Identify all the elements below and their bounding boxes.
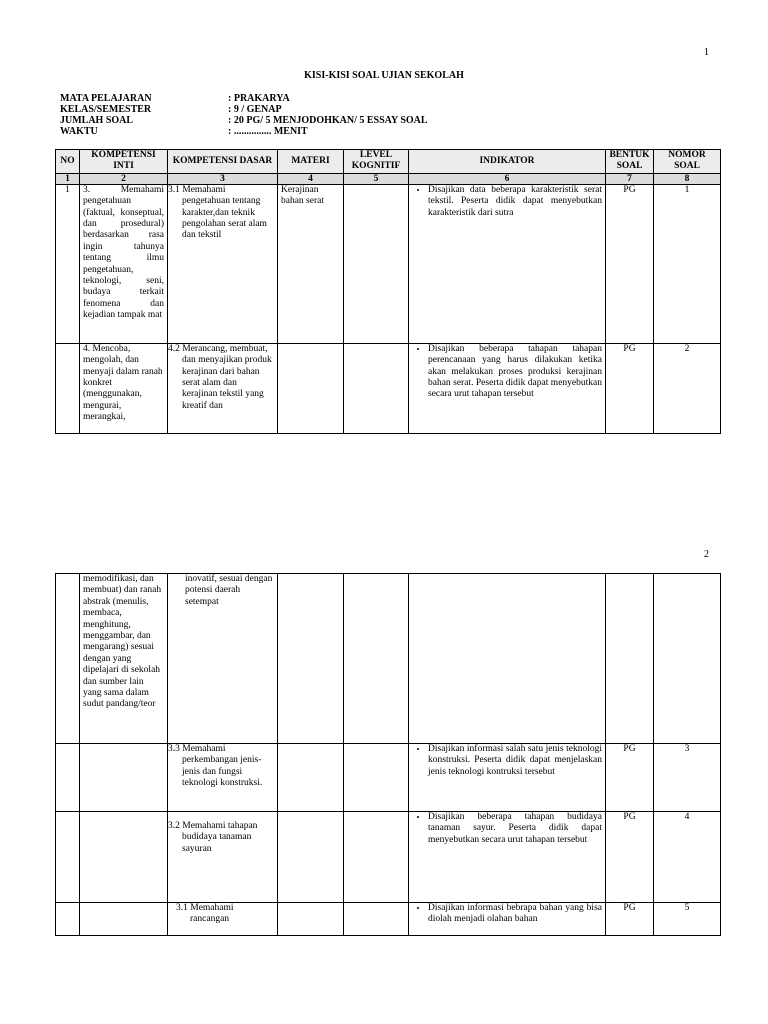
- col-number: 2: [80, 173, 168, 184]
- grid-table-page1: [55, 149, 721, 434]
- cell-indikator: [409, 574, 606, 744]
- cell-materi: [278, 574, 344, 744]
- indicator-bullet: • Disajikan informasi salah satu jenis teknologi konstruksi. Peserta didik dapat menjelaskan jenis teknologi kontruksi tersebut: [428, 744, 602, 778]
- cell-indikator: [409, 184, 606, 343]
- indicator-bullet: • Disajikan data beberapa karakteristik serat tekstil. Peserta didik dapat menyebutkan karakteristik dari sutra: [428, 185, 602, 219]
- header-bentuk: BENTUK SOAL: [606, 150, 654, 174]
- cell-indikator: [409, 812, 606, 903]
- col-number: 5: [344, 173, 409, 184]
- cell-no: [56, 574, 80, 744]
- cell-ki: [80, 744, 168, 812]
- header-materi: MATERI: [278, 150, 344, 174]
- cell-materi: [278, 343, 344, 433]
- header-level: LEVEL KOGNITIF: [344, 150, 409, 174]
- document-title: KISI-KISI SOAL UJIAN SEKOLAH: [304, 70, 464, 81]
- meta-row-count: [60, 115, 428, 126]
- meta-label: MATA PELAJARAN: [60, 93, 152, 104]
- cell-nomor: 5: [654, 903, 721, 936]
- table-row: [56, 903, 721, 936]
- table-row: [56, 574, 721, 744]
- cell-kd: 4.2 Merancang, membuat, dan menyajikan produk kerajinan dari bahan serat alam dan kerajinan tekstil yang kreatif dan: [168, 343, 278, 433]
- col-number: 8: [654, 173, 721, 184]
- cell-no: [56, 812, 80, 903]
- cell-materi: Kerajinan bahan serat: [278, 184, 344, 343]
- col-number: 4: [278, 173, 344, 184]
- meta-row-time: [60, 126, 428, 137]
- cell-nomor: 2: [654, 343, 721, 433]
- cell-bentuk: PG: [606, 184, 654, 343]
- cell-indikator: [409, 903, 606, 936]
- cell-bentuk: PG: [606, 343, 654, 433]
- cell-materi: [278, 812, 344, 903]
- meta-value: : 9 / GENAP: [228, 104, 282, 115]
- meta-value: : ............... MENIT: [228, 126, 308, 137]
- cell-level: [344, 574, 409, 744]
- header-ki: KOMPETENSI INTI: [80, 150, 168, 174]
- meta-value: : 20 PG/ 5 MENJODOHKAN/ 5 ESSAY SOAL: [228, 115, 428, 126]
- table-row: [56, 343, 721, 433]
- meta-row-subject: [60, 93, 428, 104]
- header-kd: KOMPETENSI DASAR: [168, 150, 278, 174]
- table-row: [56, 744, 721, 812]
- meta-label: KELAS/SEMESTER: [60, 104, 152, 115]
- cell-bentuk: PG: [606, 903, 654, 936]
- cell-materi: [278, 744, 344, 812]
- cell-kd: 3.3 Memahami perkembangan jenis-jenis dan fungsi teknologi konstruksi.: [168, 744, 278, 812]
- meta-row-class: [60, 104, 428, 115]
- cell-indikator: [409, 744, 606, 812]
- cell-kd: 3.1 Memahami pengetahuan tentang karakter,dan teknik pengolahan serat alam dan tekstil: [168, 184, 278, 343]
- header-indikator: INDIKATOR: [409, 150, 606, 174]
- cell-bentuk: PG: [606, 744, 654, 812]
- cell-materi: [278, 903, 344, 936]
- page-number: 2: [704, 549, 709, 560]
- cell-nomor: 4: [654, 812, 721, 903]
- meta-label: WAKTU: [60, 126, 98, 137]
- table-row: [56, 812, 721, 903]
- header-nomor: NOMOR SOAL: [654, 150, 721, 174]
- cell-ki: [80, 812, 168, 903]
- cell-kd: 3.1 Memahami rancangan: [168, 903, 278, 936]
- cell-bentuk: PG: [606, 812, 654, 903]
- cell-level: [344, 744, 409, 812]
- indicator-bullet: • Disajikan beberapa tahapan budidaya tanaman sayur. Peserta didik dapat menyebutkan secara urut tahapan tersebut: [428, 812, 602, 846]
- cell-no: 1: [56, 184, 80, 343]
- document-meta: [60, 93, 428, 137]
- cell-no: [56, 903, 80, 936]
- indicator-bullet: • Disajikan informasi bebrapa bahan yang bisa diolah menjadi olahan bahan: [428, 903, 602, 926]
- grid-table-page2: [55, 573, 721, 936]
- indicator-bullet: • Disajikan beberapa tahapan tahapan perencanaan yang harus dilakukan ketika akan melakukan proses produksi kerajinan bahan serat. Peserta didik dapat menyebutkan secara urut tahapan tersebut: [428, 344, 602, 401]
- page-number: 1: [704, 47, 709, 58]
- cell-level: [344, 903, 409, 936]
- cell-kd: 3.2 Memahami tahapan budidaya tanaman sayuran: [168, 812, 278, 903]
- cell-indikator: [409, 343, 606, 433]
- col-number: 6: [409, 173, 606, 184]
- cell-ki: 4. Mencoba, mengolah, dan menyaji dalam ranah konkret (menggunakan, mengurai, merangkai,: [80, 343, 168, 433]
- column-number-row: [56, 173, 721, 184]
- meta-label: JUMLAH SOAL: [60, 115, 134, 126]
- cell-nomor: 1: [654, 184, 721, 343]
- cell-bentuk: [606, 574, 654, 744]
- col-number: 3: [168, 173, 278, 184]
- cell-nomor: 3: [654, 744, 721, 812]
- cell-no: [56, 744, 80, 812]
- table-row: [56, 184, 721, 343]
- cell-nomor: [654, 574, 721, 744]
- table-header-row: [56, 150, 721, 174]
- meta-value: : PRAKARYA: [228, 93, 290, 104]
- header-no: NO: [56, 150, 80, 174]
- cell-ki: memodifikasi, dan membuat) dan ranah abstrak (menulis, membaca, menghitung, menggambar, dan mengarang) sesuai dengan yang dipelajari di sekolah dan sumber lain yang sama dalam sudut pandang/teor: [80, 574, 168, 744]
- col-number: 7: [606, 173, 654, 184]
- cell-no: [56, 343, 80, 433]
- cell-kd: inovatif, sesuai dengan potensi daerah setempat: [168, 574, 278, 744]
- cell-level: [344, 812, 409, 903]
- cell-ki: [80, 903, 168, 936]
- col-number: 1: [56, 173, 80, 184]
- cell-ki: 3. Memahami pengetahuan (faktual, konseptual, dan prosedural) berdasarkan rasa ingin tahunya tentang ilmu pengetahuan, teknologi, seni, budaya terkait fenomena dan kejadian tampak mat: [80, 184, 168, 343]
- cell-level: [344, 184, 409, 343]
- cell-level: [344, 343, 409, 433]
